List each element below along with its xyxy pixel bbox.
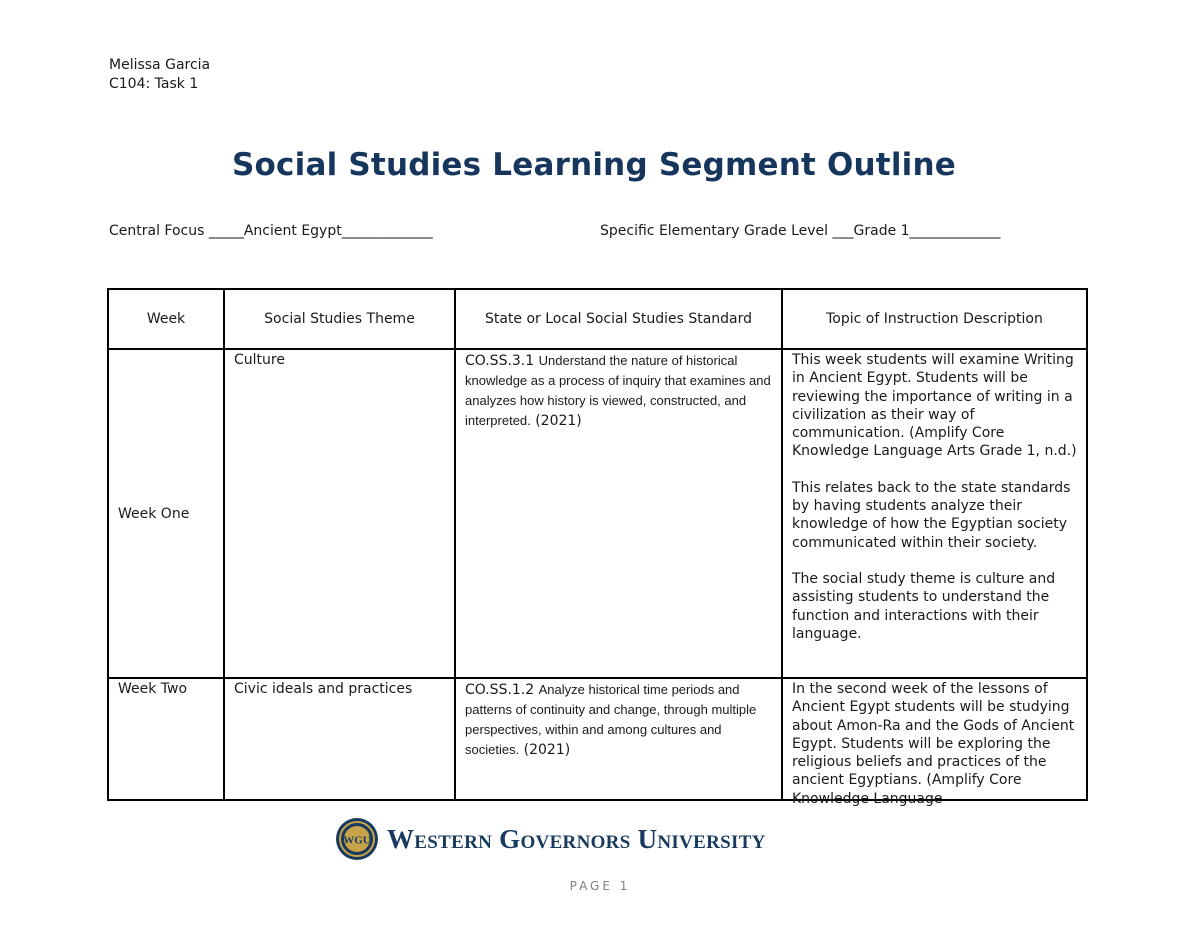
standard-cell xyxy=(455,678,782,800)
week-label: Week One xyxy=(118,505,190,522)
week-cell xyxy=(108,678,224,800)
author-name: Melissa Garcia xyxy=(109,57,211,73)
week-label: Week Two xyxy=(118,681,188,697)
column-header-description: Topic of Instruction Description xyxy=(782,289,1087,349)
standard-text xyxy=(456,679,781,760)
university-name: Western Governors University xyxy=(387,823,766,854)
column-header-theme: Social Studies Theme xyxy=(224,289,455,349)
table-header-row xyxy=(108,289,1087,349)
standard-year: (2021) xyxy=(535,413,582,429)
description-text xyxy=(783,679,1086,807)
grade-level xyxy=(600,223,1001,239)
column-header-week: Week xyxy=(108,289,224,349)
description-paragraph: This relates back to the state standards by having students analyze their knowledge of how the Egyptian society communicated within their society. xyxy=(792,479,1071,551)
description-paragraph: The social study theme is culture and assisting students to understand the function and interactions with their language. xyxy=(792,570,1056,642)
table-row xyxy=(108,349,1087,678)
description-paragraph: In the second week of the lessons of Ancient Egypt students will be studying about Amon-Ra and the Gods of Ancient Egypt. Students will be exploring the religious beliefs and practices of the ancient Egyptians. (Amplify Core Knowledge Language xyxy=(792,681,1075,807)
standard-text xyxy=(456,350,781,431)
theme-text: Culture xyxy=(234,352,285,368)
grade-level-label: Specific Elementary Grade Level xyxy=(600,223,833,239)
standard-description: Analyze historical time periods and patterns of continuity and change, through multiple perspectives, within and among cultures and societies. xyxy=(465,682,757,757)
page-title: Social Studies Learning Segment Outline xyxy=(232,147,956,183)
central-focus-value: _____Ancient Egypt_____________ xyxy=(208,223,433,239)
theme-cell xyxy=(224,678,455,800)
standard-cell xyxy=(455,349,782,678)
grade-level-value: ___Grade 1_____________ xyxy=(832,223,1001,239)
central-focus xyxy=(109,223,433,239)
seal-lettering: WGU xyxy=(343,834,371,847)
description-cell xyxy=(782,349,1087,678)
standard-year: (2021) xyxy=(523,742,571,758)
standard-code: CO.SS.3.1 xyxy=(465,353,535,369)
university-seal-icon xyxy=(335,817,379,861)
description-text xyxy=(783,350,1086,643)
description-paragraph: This week students will examine Writing in Ancient Egypt. Students will be reviewing the importance of writing in a civilization as their way of communication. (Amplify Core Knowledge Language Arts Grade 1, n.d.) xyxy=(792,352,1077,460)
theme-cell xyxy=(224,349,455,678)
column-header-standard: State or Local Social Studies Standard xyxy=(455,289,782,349)
description-cell xyxy=(782,678,1087,807)
table-row xyxy=(108,678,1087,800)
week-cell xyxy=(108,349,224,678)
standard-code: CO.SS.1.2 xyxy=(465,682,535,698)
central-focus-label: Central Focus xyxy=(109,223,209,239)
course-task: C104: Task 1 xyxy=(109,76,199,92)
page-number: PAGE 1 xyxy=(569,879,631,893)
document-header xyxy=(109,56,210,94)
learning-segment-table xyxy=(107,288,1088,807)
theme-text: Civic ideals and practices xyxy=(234,681,413,697)
wgu-logo xyxy=(335,817,766,861)
standard-description: Understand the nature of historical knowledge as a process of inquiry that examines and analyzes how history is viewed, constructed, and interpreted. xyxy=(465,353,771,428)
